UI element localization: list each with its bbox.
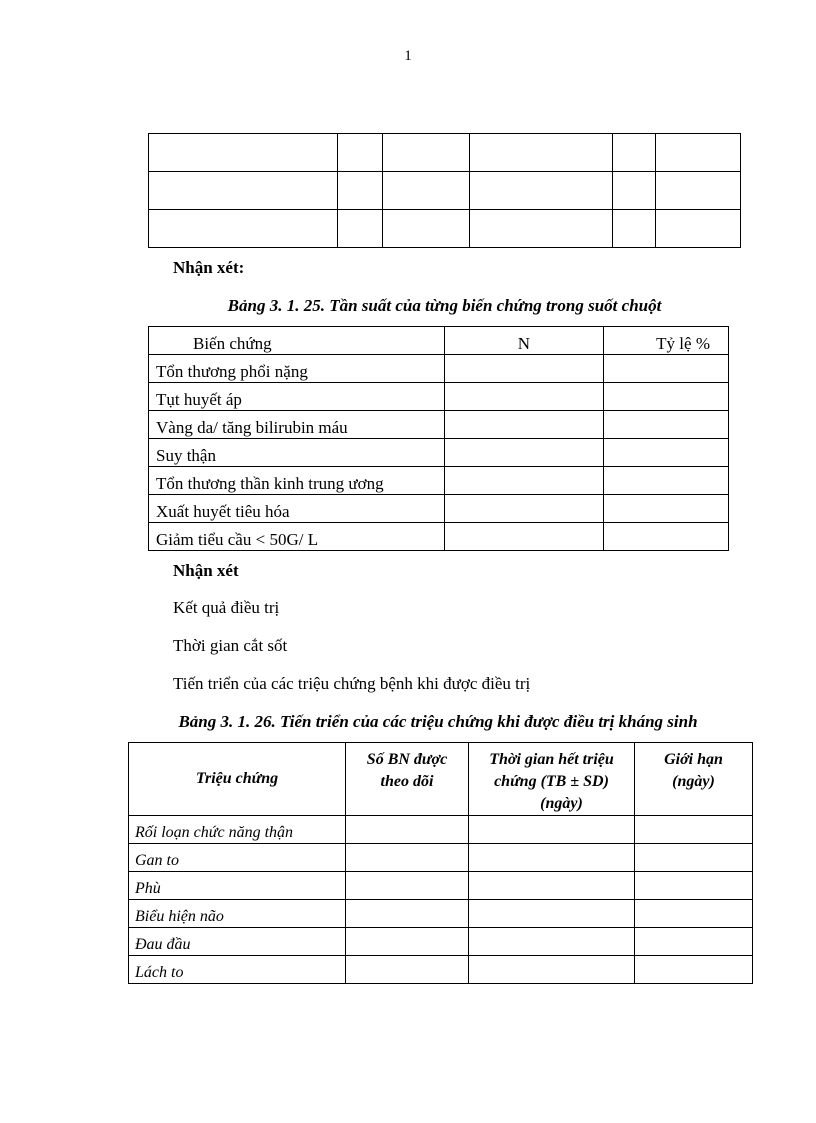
paragraph: Thời gian cắt sốt [173, 636, 288, 655]
header-duration: Thời gian hết triệu chứng (TB ± SD) (ngày) [469, 743, 635, 816]
symptom-cell: Biểu hiện não [129, 900, 346, 928]
table-row [149, 439, 729, 467]
table-row [129, 816, 753, 844]
table-row [149, 134, 741, 172]
complication-cell: Vàng da/ tăng bilirubin máu [149, 411, 445, 439]
table-row [149, 355, 729, 383]
note-label: Nhận xét: [173, 258, 245, 277]
table-row [129, 900, 753, 928]
complication-cell: Tụt huyết áp [149, 383, 445, 411]
header-percent: Tỷ lệ % [604, 327, 729, 355]
complication-cell: Xuất huyết tiêu hóa [149, 495, 445, 523]
symptom-cell: Đau đầu [129, 928, 346, 956]
symptom-cell: Gan to [129, 844, 346, 872]
continued-table [148, 133, 741, 248]
paragraph: Kết quả điều trị [173, 598, 280, 617]
table-row [149, 172, 741, 210]
table-row [149, 495, 729, 523]
complications-table [148, 326, 729, 551]
symptom-cell: Rối loạn chức năng thận [129, 816, 346, 844]
page-number: 1 [404, 48, 412, 64]
table-row [129, 956, 753, 984]
complication-cell: Giảm tiểu cầu < 50G/ L [149, 523, 445, 551]
table-row [129, 872, 753, 900]
table-row [149, 210, 741, 248]
header-complication: Biến chứng [149, 327, 445, 355]
table-row [149, 523, 729, 551]
note-label: Nhận xét [173, 561, 239, 580]
header-limit: Giới hạn (ngày) [635, 743, 753, 816]
table-row [149, 411, 729, 439]
table-row [129, 844, 753, 872]
symptom-cell: Lách to [129, 956, 346, 984]
table-25-caption: Bảng 3. 1. 25. Tần suất của từng biến chứng trong suốt chuột [227, 296, 662, 315]
table-header-row [149, 327, 729, 355]
symptom-progress-table [128, 742, 753, 984]
complication-cell: Suy thận [149, 439, 445, 467]
symptom-cell: Phù [129, 872, 346, 900]
table-header-row [129, 743, 753, 816]
paragraph: Tiến triển của các triệu chứng bệnh khi được điều trị [173, 674, 531, 693]
table-row [149, 467, 729, 495]
table-row [129, 928, 753, 956]
table-row [149, 383, 729, 411]
table-26-caption: Bảng 3. 1. 26. Tiến triển của các triệu chứng khi được điều trị kháng sinh [178, 712, 698, 731]
header-n: N [444, 327, 604, 355]
header-patient-count: Số BN được theo dõi [346, 743, 469, 816]
header-symptom: Triệu chứng [129, 743, 346, 816]
complication-cell: Tổn thương thần kinh trung ương [149, 467, 445, 495]
complication-cell: Tổn thương phổi nặng [149, 355, 445, 383]
